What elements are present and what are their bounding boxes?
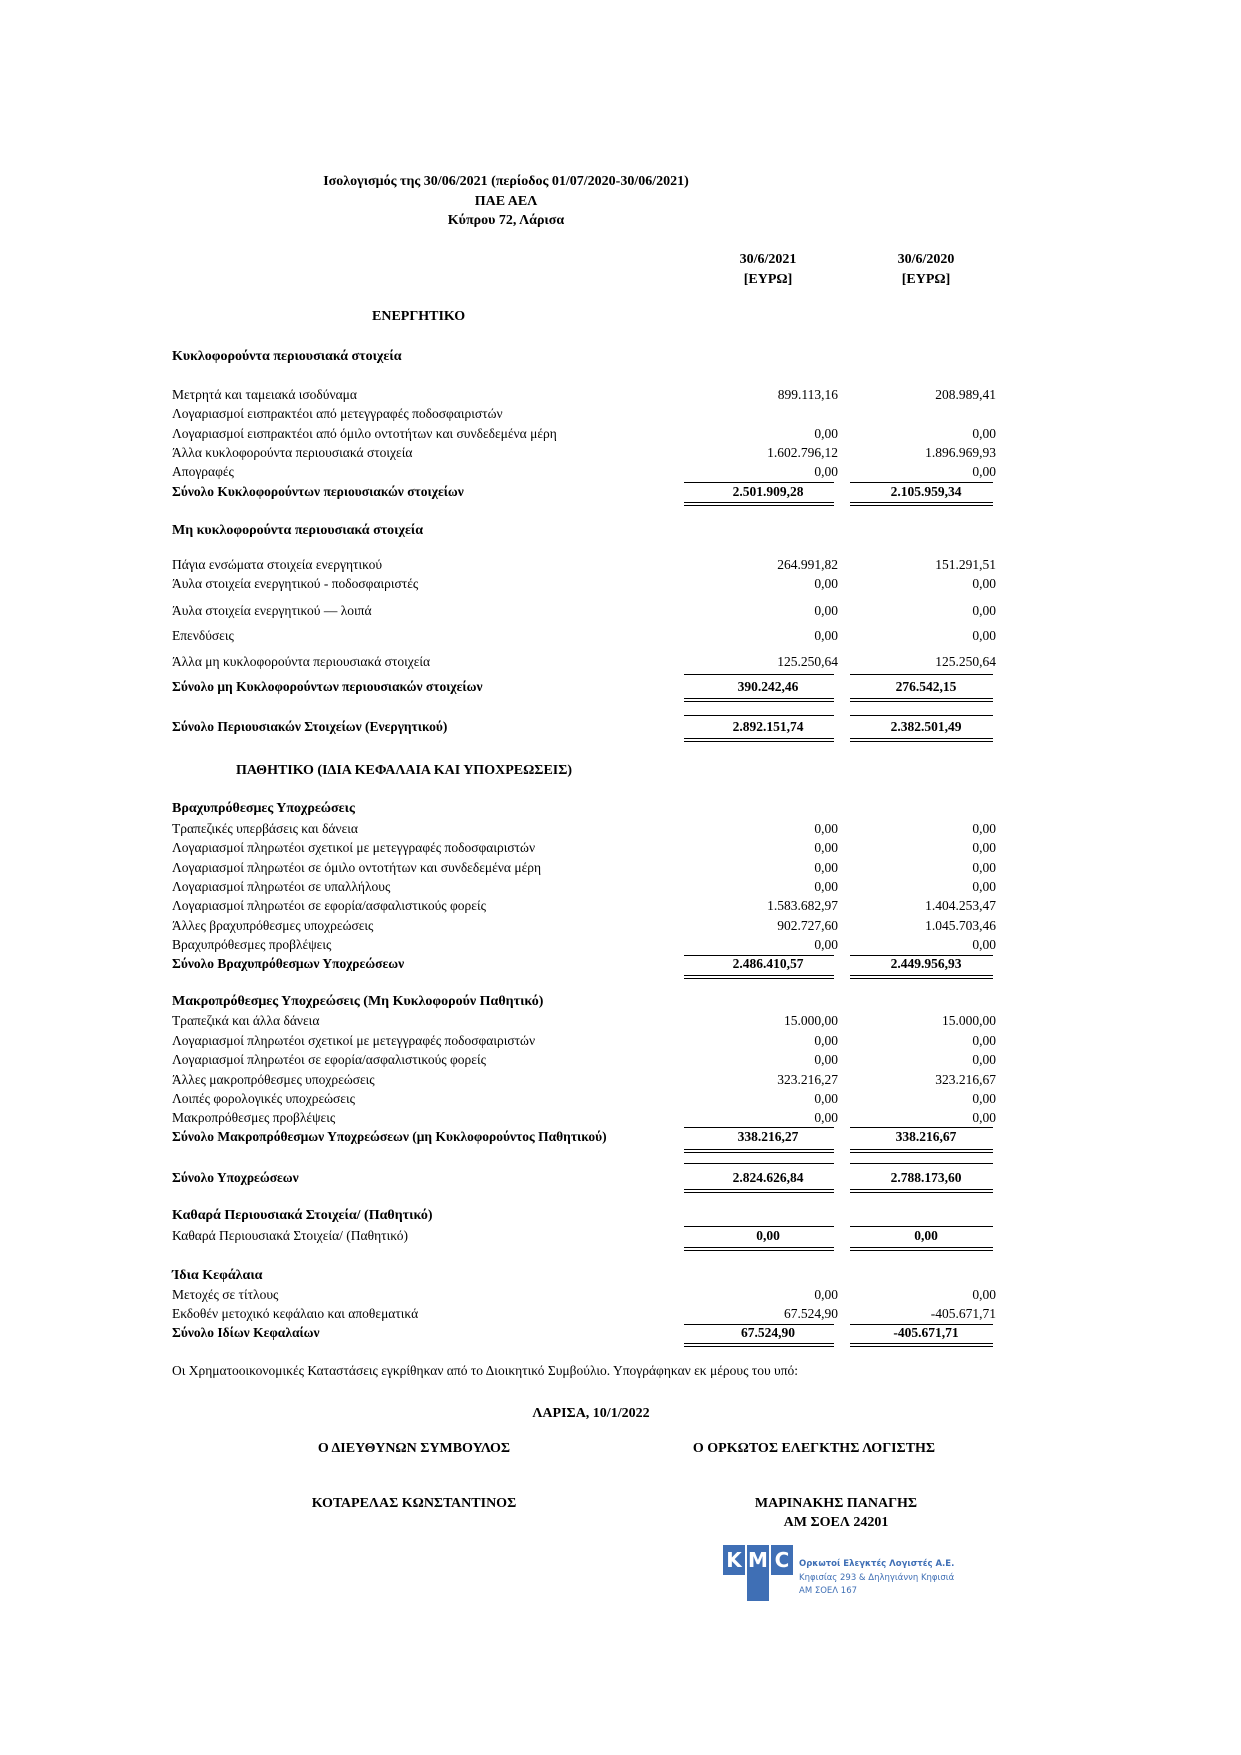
rule-line bbox=[684, 1127, 834, 1128]
statement-row bbox=[172, 1013, 1002, 1032]
row-label: Άυλα στοιχεία ενεργητικού — λοιπά bbox=[172, 603, 372, 618]
value-2021: 125.250,64 bbox=[777, 654, 838, 669]
value-2021: 0,00 bbox=[814, 1110, 838, 1125]
rule-line bbox=[850, 1189, 993, 1190]
rule-line bbox=[850, 1163, 993, 1164]
value-2021: 0,00 bbox=[814, 464, 838, 479]
value-2020: 2.788.173,60 bbox=[890, 1170, 962, 1185]
rule-line bbox=[850, 1343, 993, 1344]
column-header-2020 bbox=[856, 250, 996, 290]
value-2021: 338.216,27 bbox=[737, 1129, 799, 1144]
place-date: ΛΑΡΙΣΑ, 10/1/2022 bbox=[532, 1406, 650, 1421]
current-assets-heading: Κυκλοφορούντα περιουσιακά στοιχεία bbox=[172, 349, 402, 364]
value-2020: 0,00 bbox=[972, 821, 996, 836]
value-2020: 15.000,00 bbox=[942, 1013, 996, 1028]
rule-line bbox=[850, 505, 993, 506]
rule-line bbox=[684, 741, 834, 742]
value-2021: 0,00 bbox=[814, 576, 838, 591]
rule-line bbox=[850, 1127, 993, 1128]
statement-row bbox=[172, 840, 1002, 859]
statement-row bbox=[172, 557, 1002, 576]
rule-line bbox=[684, 1163, 834, 1164]
row-label: Άλλα κυκλοφορούντα περιουσιακά στοιχεία bbox=[172, 445, 413, 460]
column-date: 30/6/2020 bbox=[897, 252, 955, 267]
rule-line bbox=[850, 1247, 993, 1248]
rule-line bbox=[850, 715, 993, 716]
value-2021: 0,00 bbox=[814, 860, 838, 875]
rule-line bbox=[684, 502, 834, 503]
value-2020: 2.449.956,93 bbox=[890, 956, 962, 971]
net-assets-heading: Καθαρά Περιουσιακά Στοιχεία/ (Παθητικό) bbox=[172, 1208, 433, 1223]
statement-row bbox=[172, 1052, 1002, 1071]
noncurrent-assets-heading: Μη κυκλοφορούντα περιουσιακά στοιχεία bbox=[172, 523, 424, 538]
statement-row bbox=[172, 1306, 1002, 1325]
rule-line bbox=[684, 1192, 834, 1193]
long-term-liabilities-heading: Μακροπρόθεσμες Υποχρεώσεις (Μη Κυκλοφορούν Παθητικό) bbox=[172, 994, 544, 1009]
row-label: Λογαριασμοί πληρωτέοι σε εφορία/ασφαλιστικούς φορείς bbox=[172, 1052, 486, 1067]
row-label: Λογαριασμοί εισπρακτέοι από όμιλο οντοτήτων και συνδεδεμένα μέρη bbox=[172, 426, 557, 441]
rule-line bbox=[850, 738, 993, 739]
value-2020: 323.216,67 bbox=[935, 1072, 996, 1087]
rule-line bbox=[850, 698, 993, 699]
rule-line bbox=[684, 482, 834, 483]
row-label: Σύνολο Περιουσιακών Στοιχείων (Ενεργητικού) bbox=[172, 719, 448, 734]
statement-row bbox=[172, 879, 1002, 898]
statement-row bbox=[172, 654, 1002, 673]
assets-heading: ΕΝΕΡΓΗΤΙΚΟ bbox=[372, 309, 466, 324]
total-assets-row bbox=[172, 719, 1002, 738]
value-2021: 15.000,00 bbox=[784, 1013, 838, 1028]
value-2020: 0,00 bbox=[972, 464, 996, 479]
row-label: Λογαριασμοί εισπρακτέοι από μετεγγραφές ποδοσφαιριστών bbox=[172, 406, 503, 421]
row-label: Καθαρά Περιουσιακά Στοιχεία/ (Παθητικό) bbox=[172, 1228, 408, 1243]
value-2020: 1.045.703,46 bbox=[925, 918, 996, 933]
row-label: Σύνολο Ιδίων Κεφαλαίων bbox=[172, 1325, 320, 1340]
total-liabilities-row bbox=[172, 1170, 1002, 1189]
value-2020: 0,00 bbox=[972, 1033, 996, 1048]
stamp-firm-registration: ΑΜ ΣΟΕΛ 167 bbox=[799, 1586, 858, 1596]
short-term-liabilities-heading: Βραχυπρόθεσμες Υποχρεώσεις bbox=[172, 801, 355, 816]
column-unit: [ΕΥΡΩ] bbox=[743, 272, 793, 287]
row-label: Λογαριασμοί πληρωτέοι σχετικοί με μετεγγραφές ποδοσφαιριστών bbox=[172, 1033, 536, 1048]
row-label: Μετρητά και ταμειακά ισοδύναμα bbox=[172, 387, 357, 402]
row-label: Σύνολο Υποχρεώσεων bbox=[172, 1170, 299, 1185]
row-label: Πάγια ενσώματα στοιχεία ενεργητικού bbox=[172, 557, 383, 572]
column-date: 30/6/2021 bbox=[739, 252, 797, 267]
value-2020: 0,00 bbox=[972, 1110, 996, 1125]
value-2021: 2.501.909,28 bbox=[732, 484, 804, 499]
value-2021: 0,00 bbox=[814, 1033, 838, 1048]
row-label: Τραπεζικές υπερβάσεις και δάνεια bbox=[172, 821, 358, 836]
row-label: Άυλα στοιχεία ενεργητικού - ποδοσφαιριστές bbox=[172, 576, 419, 591]
ceo-name: ΚΟΤΑΡΕΛΑΣ ΚΩΝΣΤΑΝΤΙΝΟΣ bbox=[311, 1496, 517, 1511]
audit-firm-stamp bbox=[723, 1545, 963, 1605]
value-2021: 264.991,82 bbox=[777, 557, 838, 572]
row-label: Λογαριασμοί πληρωτέοι σε υπαλλήλους bbox=[172, 879, 391, 894]
net-assets-row bbox=[172, 1228, 1002, 1247]
value-2021: 1.602.796,12 bbox=[767, 445, 838, 460]
rule-line bbox=[684, 674, 834, 675]
rule-line bbox=[684, 1152, 834, 1153]
row-label: Τραπεζικά και άλλα δάνεια bbox=[172, 1013, 320, 1028]
value-2020: 1.896.969,93 bbox=[925, 445, 996, 460]
row-label: Λογαριασμοί πληρωτέοι σε όμιλο οντοτήτων και συνδεδεμένα μέρη bbox=[172, 860, 542, 875]
rule-line bbox=[850, 1149, 993, 1150]
statement-row bbox=[172, 464, 1002, 483]
rule-line bbox=[684, 1247, 834, 1248]
rule-line bbox=[684, 1189, 834, 1190]
rule-line bbox=[684, 698, 834, 699]
rule-line bbox=[850, 1192, 993, 1193]
row-label: Σύνολο Κυκλοφορούντων περιουσιακών στοιχείων bbox=[172, 484, 464, 499]
value-2020: 0,00 bbox=[972, 860, 996, 875]
value-2021: 902.727,60 bbox=[777, 918, 838, 933]
rule-line bbox=[684, 505, 834, 506]
value-2020: 2.382.501,49 bbox=[890, 719, 962, 734]
statement-row bbox=[172, 1287, 1002, 1306]
value-2021: 899.113,16 bbox=[777, 387, 838, 402]
rule-line bbox=[684, 738, 834, 739]
stamp-letter: Μ bbox=[747, 1545, 769, 1601]
value-2021: 2.892.151,74 bbox=[732, 719, 804, 734]
value-2021: 0,00 bbox=[814, 937, 838, 952]
rule-line bbox=[684, 1226, 834, 1227]
row-label: Απογραφές bbox=[172, 464, 234, 479]
liabilities-heading: ΠΑΘΗΤΙΚΟ (ΙΔΙΑ ΚΕΦΑΛΑΙΑ ΚΑΙ ΥΠΟΧΡΕΩΣΕΙΣ) bbox=[236, 763, 573, 778]
value-2021: 67.524,90 bbox=[741, 1325, 795, 1340]
stamp-letter: Κ bbox=[723, 1545, 745, 1575]
statement-row bbox=[172, 937, 1002, 956]
value-2020: 208.989,41 bbox=[935, 387, 996, 402]
value-2020: 0,00 bbox=[972, 1287, 996, 1302]
rule-line bbox=[850, 482, 993, 483]
value-2021: 0,00 bbox=[814, 1052, 838, 1067]
row-label: Σύνολο Μακροπρόθεσμων Υποχρεώσεων (μη Κυκλοφορούντος Παθητικού) bbox=[172, 1129, 607, 1144]
value-2020: 2.105.959,34 bbox=[890, 484, 962, 499]
row-label: Βραχυπρόθεσμες προβλέψεις bbox=[172, 937, 332, 952]
value-2021: 0,00 bbox=[814, 1287, 838, 1302]
document-title: Ισολογισμός της 30/06/2021 (περίοδος 01/07/2020-30/06/2021) bbox=[323, 174, 689, 189]
stamp-firm-name: Ορκωτοί Ελεγκτές Λογιστές Α.Ε. bbox=[799, 1559, 955, 1569]
value-2021: 0,00 bbox=[814, 603, 838, 618]
total-equity-row bbox=[172, 1325, 1002, 1344]
rule-line bbox=[850, 1152, 993, 1153]
total-row bbox=[172, 956, 1002, 975]
column-unit: [ΕΥΡΩ] bbox=[901, 272, 951, 287]
total-row bbox=[172, 1129, 1002, 1148]
statement-row bbox=[172, 1091, 1002, 1110]
value-2020: 0,00 bbox=[972, 879, 996, 894]
stamp-firm-address: Κηφισίας 293 & Δηληγιάννη Κηφισιά bbox=[799, 1573, 955, 1583]
statement-row bbox=[172, 576, 1002, 595]
rule-line bbox=[850, 502, 993, 503]
stamp-letter: C bbox=[771, 1545, 793, 1575]
value-2021: 1.583.682,97 bbox=[767, 898, 838, 913]
value-2020: 0,00 bbox=[972, 1052, 996, 1067]
statement-row bbox=[172, 1072, 1002, 1091]
statement-row bbox=[172, 1033, 1002, 1052]
value-2020: 0,00 bbox=[972, 426, 996, 441]
rule-line bbox=[684, 1149, 834, 1150]
approval-text: Οι Χρηματοοικονομικές Καταστάσεις εγκρίθηκαν από το Διοικητικό Συμβούλιο. Υπογράφηκαν εκ μέρους του υπό: bbox=[172, 1363, 799, 1378]
rule-line bbox=[684, 978, 834, 979]
total-row bbox=[172, 679, 1002, 698]
rule-line bbox=[684, 975, 834, 976]
statement-row bbox=[172, 406, 1002, 425]
rule-line bbox=[850, 975, 993, 976]
rule-line bbox=[684, 715, 834, 716]
auditor-name: ΜΑΡΙΝΑΚΗΣ ΠΑΝΑΓΗΣ bbox=[754, 1496, 918, 1511]
value-2020: 276.542,15 bbox=[895, 679, 957, 694]
row-label: Μακροπρόθεσμες προβλέψεις bbox=[172, 1110, 336, 1125]
row-label: Άλλα μη κυκλοφορούντα περιουσιακά στοιχεία bbox=[172, 654, 431, 669]
value-2020: 125.250,64 bbox=[935, 654, 996, 669]
row-label: Λογαριασμοί πληρωτέοι σε εφορία/ασφαλιστικούς φορείς bbox=[172, 898, 486, 913]
rule-line bbox=[850, 674, 993, 675]
rule-line bbox=[850, 741, 993, 742]
value-2020: 0,00 bbox=[972, 1091, 996, 1106]
row-label: Μετοχές σε τίτλους bbox=[172, 1287, 279, 1302]
statement-row bbox=[172, 860, 1002, 879]
value-2021: 2.486.410,57 bbox=[732, 956, 804, 971]
value-2020: 0,00 bbox=[972, 840, 996, 855]
value-2020: 151.291,51 bbox=[935, 557, 996, 572]
row-label: Λογαριασμοί πληρωτέοι σχετικοί με μετεγγραφές ποδοσφαιριστών bbox=[172, 840, 536, 855]
value-2020: 0,00 bbox=[972, 937, 996, 952]
column-header-2021 bbox=[698, 250, 838, 290]
value-2021: 390.242,46 bbox=[737, 679, 799, 694]
value-2021: 2.824.626,84 bbox=[732, 1170, 804, 1185]
equity-heading: Ίδια Κεφάλαια bbox=[172, 1268, 263, 1283]
auditor-registration: ΑΜ ΣΟΕΛ 24201 bbox=[783, 1515, 889, 1530]
statement-row bbox=[172, 445, 1002, 464]
value-2020: 0,00 bbox=[972, 628, 996, 643]
value-2021: 0,00 bbox=[814, 426, 838, 441]
row-label: Εκδοθέν μετοχικό κεφάλαιο και αποθεματικά bbox=[172, 1306, 419, 1321]
statement-row bbox=[172, 628, 1002, 647]
value-2020: 0,00 bbox=[914, 1228, 938, 1243]
statement-row bbox=[172, 918, 1002, 937]
company-address: Κύπρου 72, Λάρισα bbox=[447, 213, 565, 228]
value-2021: 323.216,27 bbox=[777, 1072, 838, 1087]
statement-row bbox=[172, 387, 1002, 406]
rule-line bbox=[684, 1343, 834, 1344]
row-label: Επενδύσεις bbox=[172, 628, 234, 643]
value-2021: 0,00 bbox=[814, 840, 838, 855]
value-2021: 0,00 bbox=[814, 879, 838, 894]
value-2021: 67.524,90 bbox=[784, 1306, 838, 1321]
rule-line bbox=[684, 701, 834, 702]
value-2020: 0,00 bbox=[972, 603, 996, 618]
value-2020: -405.671,71 bbox=[893, 1325, 959, 1340]
rule-line bbox=[850, 701, 993, 702]
row-label: Άλλες μακροπρόθεσμες υποχρεώσεις bbox=[172, 1072, 375, 1087]
rule-line bbox=[850, 1346, 993, 1347]
statement-row bbox=[172, 821, 1002, 840]
total-row bbox=[172, 484, 1002, 503]
value-2020: -405.671,71 bbox=[930, 1306, 996, 1321]
statement-row bbox=[172, 603, 1002, 622]
value-2021: 0,00 bbox=[814, 628, 838, 643]
ceo-title: Ο ΔΙΕΥΘΥΝΩΝ ΣΥΜΒΟΥΛΟΣ bbox=[317, 1441, 511, 1456]
value-2020: 338.216,67 bbox=[895, 1129, 957, 1144]
row-label: Σύνολο Βραχυπρόθεσμων Υποχρεώσεων bbox=[172, 956, 405, 971]
value-2021: 0,00 bbox=[814, 821, 838, 836]
value-2021: 0,00 bbox=[814, 1091, 838, 1106]
company-name: ΠΑΕ ΑΕΛ bbox=[474, 194, 538, 209]
row-label: Λοιπές φορολογικές υποχρεώσεις bbox=[172, 1091, 355, 1106]
statement-row bbox=[172, 426, 1002, 445]
rule-line bbox=[684, 1346, 834, 1347]
value-2020: 0,00 bbox=[972, 576, 996, 591]
rule-line bbox=[850, 1226, 993, 1227]
rule-line bbox=[850, 978, 993, 979]
rule-line bbox=[684, 1250, 834, 1251]
rule-line bbox=[850, 1250, 993, 1251]
value-2021: 0,00 bbox=[756, 1228, 780, 1243]
value-2020: 1.404.253,47 bbox=[925, 898, 996, 913]
row-label: Σύνολο μη Κυκλοφορούντων περιουσιακών στοιχείων bbox=[172, 679, 483, 694]
statement-row bbox=[172, 898, 1002, 917]
row-label: Άλλες βραχυπρόθεσμες υποχρεώσεις bbox=[172, 918, 374, 933]
auditor-title: Ο ΟΡΚΩΤΟΣ ΕΛΕΓΚΤΗΣ ΛΟΓΙΣΤΗΣ bbox=[692, 1441, 936, 1456]
